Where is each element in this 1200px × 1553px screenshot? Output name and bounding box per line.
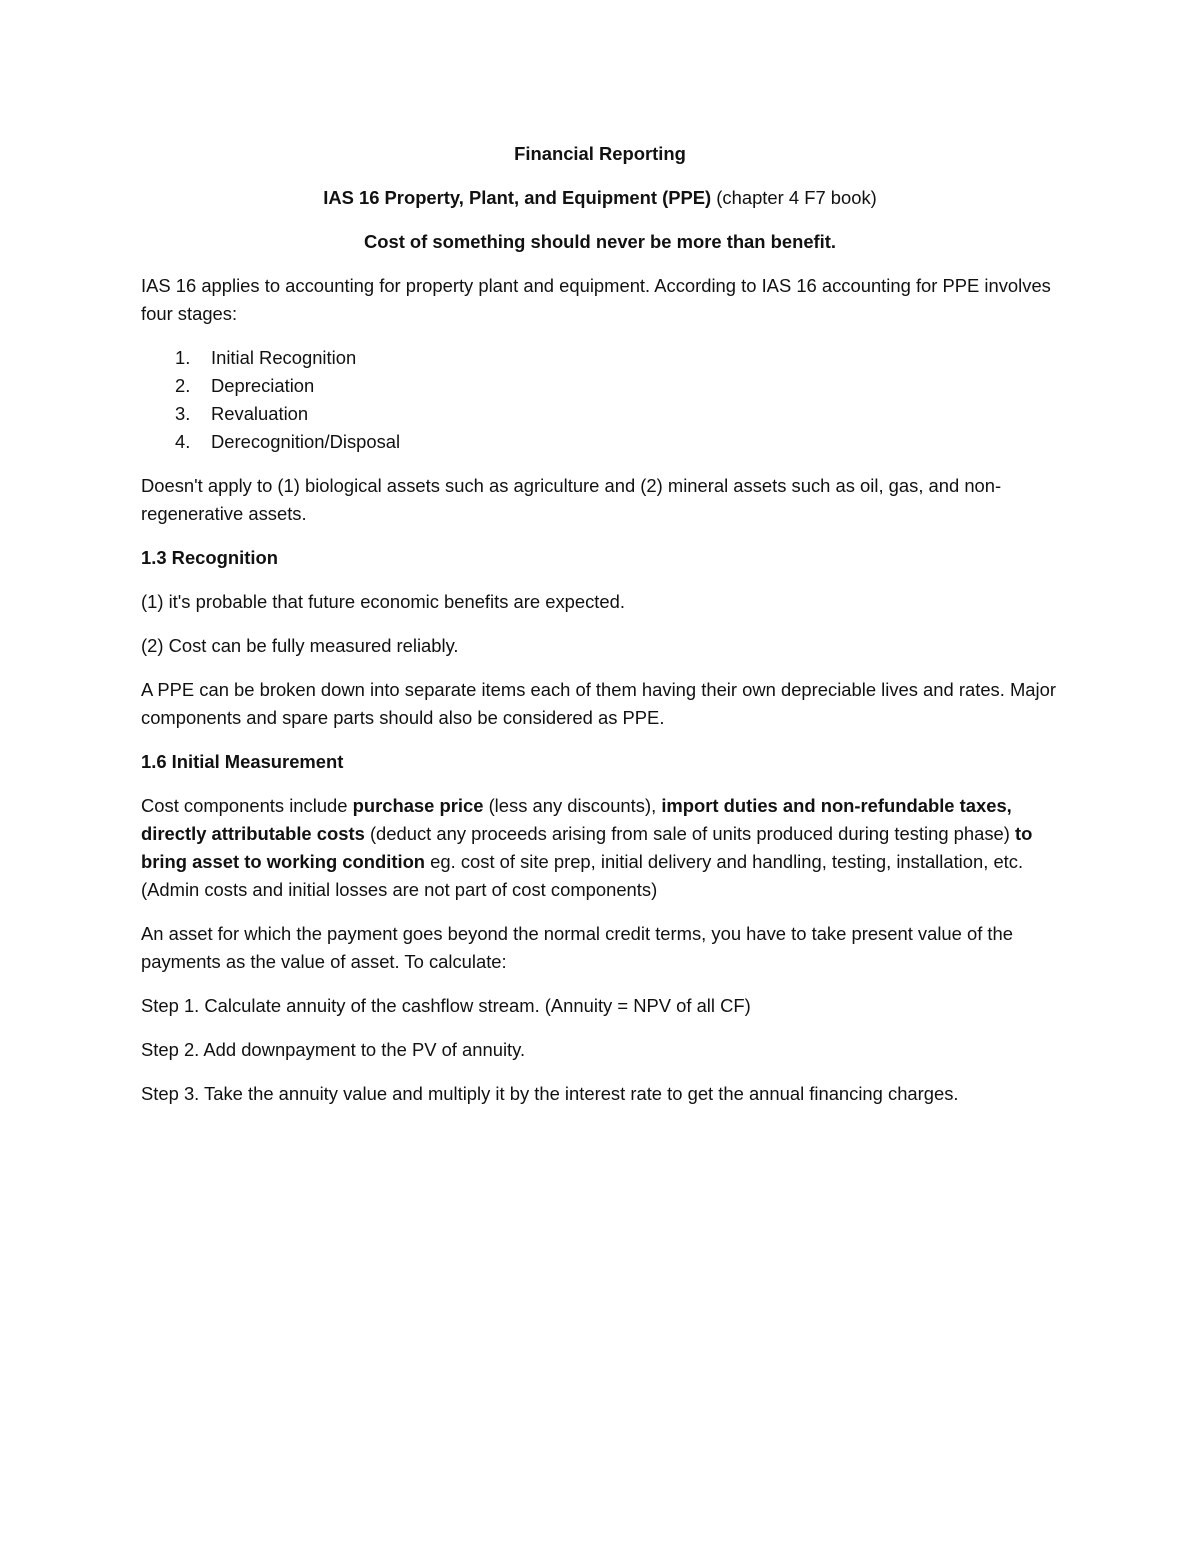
- list-number: 4.: [175, 431, 191, 452]
- cost-text-bold: import duties and non-refundable taxes, directly attributable costs: [141, 795, 1012, 844]
- cost-components-paragraph: [141, 792, 1059, 904]
- recognition-heading: 1.3 Recognition: [141, 547, 278, 568]
- cost-text-part: (less any discounts),: [483, 795, 662, 816]
- cost-text-part: Cost components include: [141, 795, 353, 816]
- deferred-payment-paragraph: An asset for which the payment goes beyond the normal credit terms, you have to take present value of the payments as the value of asset. To calculate:: [141, 923, 1014, 972]
- list-label: Depreciation: [211, 375, 315, 396]
- stages-list: [141, 344, 1059, 456]
- subtitle-bold: IAS 16 Property, Plant, and Equipment (PPE): [323, 187, 712, 208]
- recognition-point-2: (2) Cost can be fully measured reliably.: [141, 635, 459, 656]
- cost-text-part: (deduct any proceeds arising from sale of units produced during testing phase): [364, 823, 1016, 844]
- document-subtitle: [141, 184, 1059, 212]
- intro-paragraph: IAS 16 applies to accounting for property plant and equipment. According to IAS 16 accounting for PPE involves four stages:: [141, 275, 1051, 324]
- subtitle-normal: (chapter 4 F7 book): [711, 187, 877, 208]
- recognition-point-1: (1) it's probable that future economic benefits are expected.: [141, 591, 625, 612]
- cost-text-bold: to bring asset to working condition: [141, 823, 1033, 872]
- components-paragraph: A PPE can be broken down into separate items each of them having their own depreciable lives and rates. Major components and spare parts should also be considered as PPE.: [141, 679, 1056, 728]
- list-number: 1.: [175, 347, 191, 368]
- step-3: Step 3. Take the annuity value and multiply it by the interest rate to get the annual financing charges.: [141, 1083, 959, 1104]
- step-1: Step 1. Calculate annuity of the cashflow stream. (Annuity = NPV of all CF): [141, 995, 751, 1016]
- list-label: Initial Recognition: [211, 347, 357, 368]
- list-label: Derecognition/Disposal: [211, 431, 401, 452]
- list-item: [141, 372, 1059, 400]
- list-number: 2.: [175, 375, 191, 396]
- list-item: [141, 428, 1059, 456]
- list-item: [141, 344, 1059, 372]
- cost-text-part: eg. cost of site prep, initial delivery and handling, testing, installation, etc. (Admin costs and initial losses are not part of cost components): [141, 851, 1024, 900]
- step-2: Step 2. Add downpayment to the PV of annuity.: [141, 1039, 526, 1060]
- exclusions-paragraph: Doesn't apply to (1) biological assets such as agriculture and (2) mineral assets such as oil, gas, and non-regenerative assets.: [141, 475, 1002, 524]
- cost-text-bold: purchase price: [352, 795, 484, 816]
- list-item: [141, 400, 1059, 428]
- list-number: 3.: [175, 403, 191, 424]
- document-body: [141, 140, 1059, 1124]
- measurement-heading: 1.6 Initial Measurement: [141, 751, 344, 772]
- document-motto: Cost of something should never be more than benefit.: [363, 231, 837, 252]
- list-label: Revaluation: [211, 403, 309, 424]
- document-title: Financial Reporting: [514, 143, 686, 164]
